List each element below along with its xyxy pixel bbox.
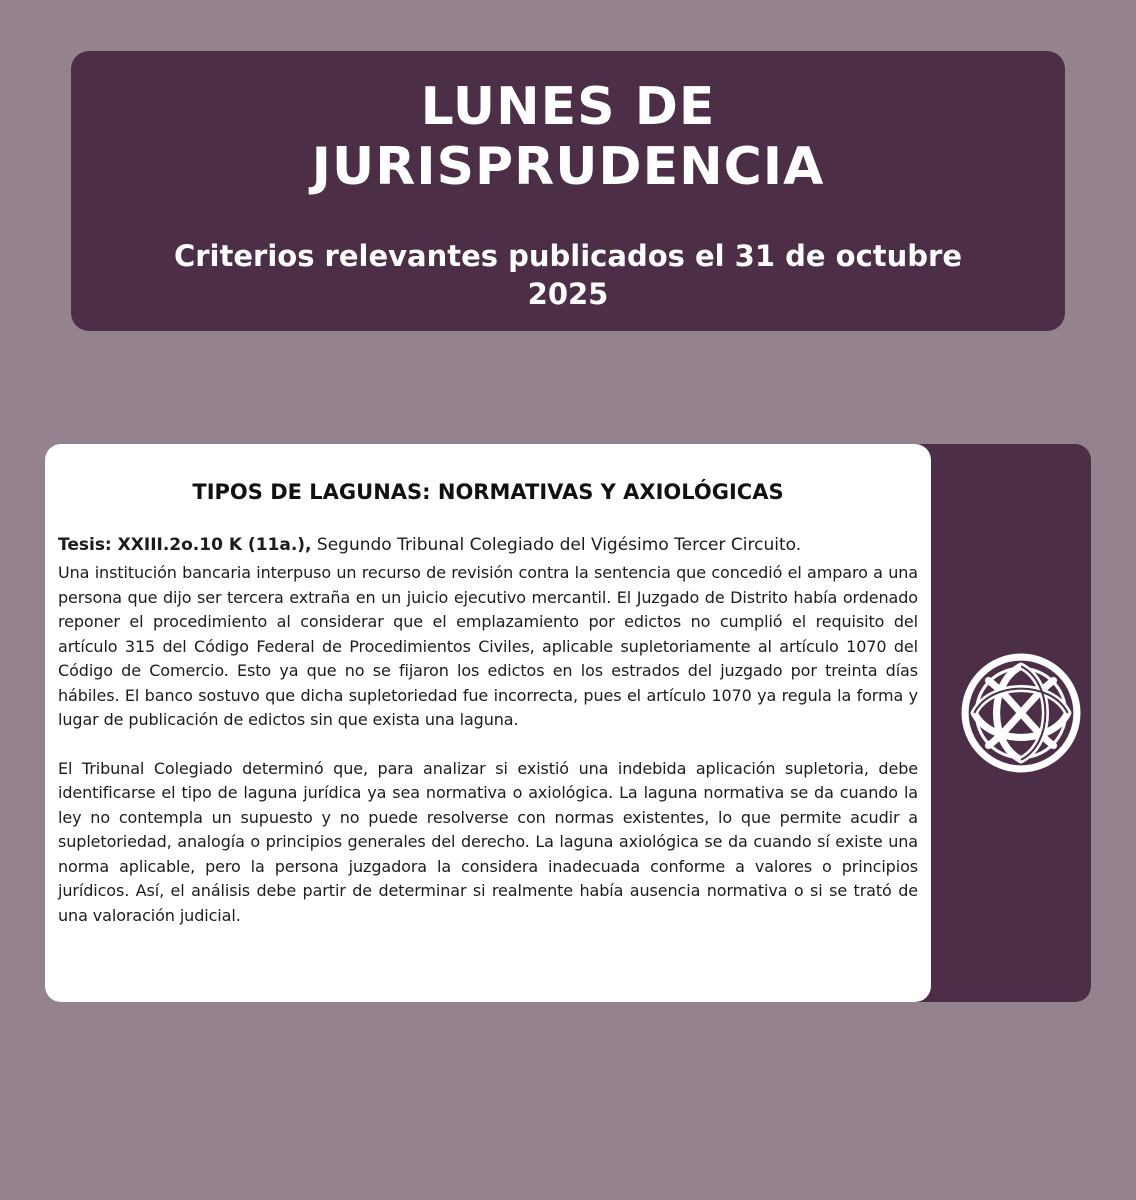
title-line-1: LUNES DE (420, 77, 716, 137)
tesis-reference (58, 533, 918, 557)
tesis-label: Tesis: XXIII.2o.10 K (11a.), (58, 535, 312, 555)
paragraph-1: Una institución bancaria interpuso un recurso de revisión contra la sentencia que concedió el amparo a una persona que dijo ser tercera extraña en un juicio ejecutivo mercantil. El Juzgado de Distrito había ordenado reponer el procedimiento al considerar que el emplazamiento por edictos no cumplió el requisito del artículo 315 del Código Federal de Procedimientos Civiles, aplicable supletoriamente al artículo 1070 del Código de Comercio. Esto ya que no se fijaron los edictos en los estrados del juzgado por treinta días hábiles. El banco sostuvo que dicha supletoriedad fue incorrecta, pues el artículo 1070 ya regula la forma y lugar de publicación de edictos sin que exista una laguna. (58, 563, 918, 729)
header-banner (71, 51, 1065, 331)
card-title: TIPOS DE LAGUNAS: NORMATIVAS Y AXIOLÓGICAS (192, 480, 784, 504)
tesis-court: Segundo Tribunal Colegiado del Vigésimo Tercer Circuito. (311, 535, 802, 555)
paragraph-gap (58, 733, 918, 757)
subtitle-line-2: 2025 (527, 277, 609, 311)
page-subtitle (131, 237, 1005, 313)
subtitle-line-1: Criterios relevantes publicados el 31 de octubre (173, 239, 963, 273)
content-card (45, 444, 931, 1002)
celtic-knot-icon (960, 652, 1082, 774)
paragraph-2: El Tribunal Colegiado determinó que, para analizar si existió una indebida aplicación supletoria, debe identificarse el tipo de laguna jurídica ya sea normativa o axiológica. La laguna normativa se da cuando la ley no contempla un supuesto y no puede resolverse con normas existentes, lo que permite acudir a supletoriedad, analogía o principios generales del derecho. La laguna axiológica se da cuando sí existe una norma aplicable, pero la persona juzgadora la considera inadecuada conforme a valores o principios jurídicos. Así, el análisis debe partir de determinar si realmente había ausencia normativa o si se trató de una valoración judicial. (58, 758, 918, 925)
page-title (71, 77, 1065, 197)
title-line-2: JURISPRUDENCIA (311, 137, 825, 197)
